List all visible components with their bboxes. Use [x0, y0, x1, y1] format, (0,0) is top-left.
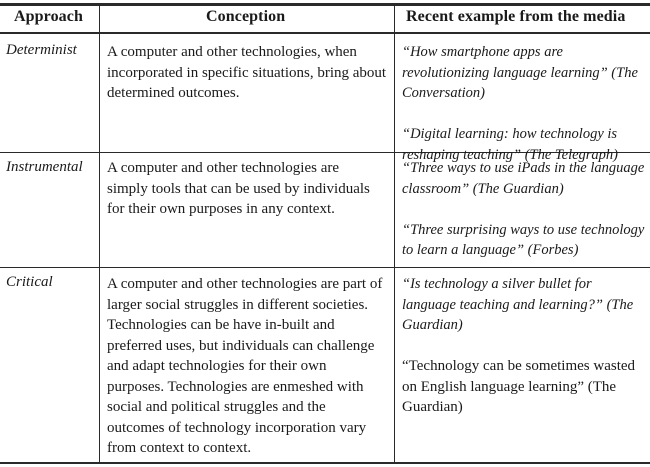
media-example: “Three surprising ways to use technology to learn a language” (Forbes) — [402, 221, 645, 258]
media-example: “Three ways to use iPads in the language classroom” (The Guardian) — [402, 160, 645, 197]
column-rule-2 — [394, 3, 395, 464]
header-media: Recent example from the media — [406, 8, 626, 25]
row-3-media — [402, 274, 642, 418]
row-2-media — [402, 158, 650, 261]
header-rule — [0, 32, 650, 34]
row-2-conception: A computer and other technologies are simply tools that can be used by individuals for their own purposes in any context. — [107, 160, 370, 217]
media-example: “Is technology a silver bullet for language teaching and learning?” (The Guardian) — [402, 276, 634, 333]
row-1-conception: A computer and other technologies, when incorporated in specific situations, bring about determined outcomes. — [107, 44, 387, 101]
media-example: “Digital learning: how technology is reshaping teaching” (The Telegraph) — [402, 126, 619, 163]
row-2-approach: Instrumental — [6, 159, 83, 175]
header-conception: Conception — [206, 8, 286, 25]
row-3-approach: Critical — [6, 274, 53, 290]
bottom-rule — [0, 462, 650, 464]
media-example: “Technology can be sometimes wasted on English language learning” (The Guardian) — [402, 358, 636, 415]
row-rule-2 — [0, 267, 650, 268]
top-rule — [0, 3, 650, 6]
row-1-approach: Determinist — [6, 42, 77, 58]
header-approach: Approach — [14, 8, 83, 25]
row-3-conception: A computer and other technologies are part of larger social struggles in different societies. Technologies can be have in-built and preferred uses, but individuals can challenge and adapt technologies for their own purposes. Technologies are enmeshed with social and political struggles and the outcomes of technology incorporation vary from context to context. — [107, 276, 383, 456]
media-example: “How smartphone apps are revolutionizing language learning” (The Conversation) — [402, 44, 638, 101]
column-rule-1 — [99, 3, 100, 464]
row-1-media — [402, 42, 650, 165]
